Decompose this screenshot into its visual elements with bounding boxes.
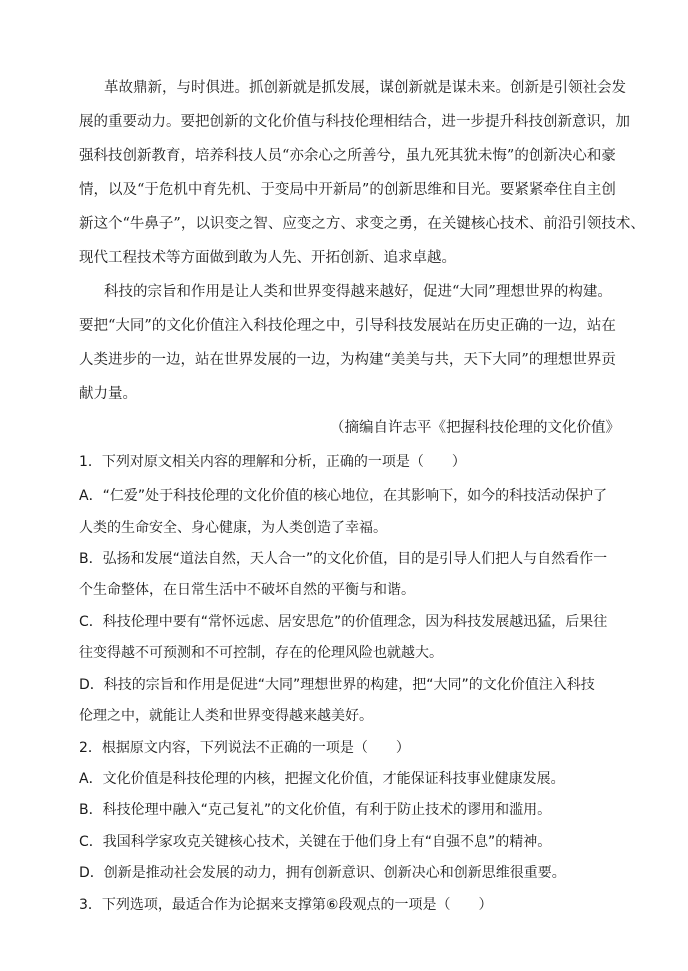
question-stem: 2．根据原文内容，下列说法不正确的一项是（ ）: [79, 740, 410, 756]
text-line: 革故鼎新，与时俱进。抓创新就是抓发展，谋创新就是谋未来。创新是引领社会发: [104, 80, 626, 96]
option-a: A．文化价值是科技伦理的内核，把握文化价值，才能保证科技事业健康发展。: [79, 771, 565, 787]
text-line: 要把“大同”的文化价值注入科技伦理之中，引导科技发展站在历史正确的一边，站在: [79, 318, 616, 334]
option-line: D．科技的宗旨和作用是促进“大同”理想世界的构建，把“大同”的文化价值注入科技: [79, 677, 595, 693]
option-line: 往变得越不可预测和不可控制，存在的伦理风险也就越大。: [79, 645, 443, 661]
option-line: 人类的生命安全、身心健康，为人类创造了幸福。: [79, 520, 387, 536]
option-line: 伦理之中，就能让人类和世界变得越来越美好。: [79, 708, 373, 724]
option-line: A．“仁爱”处于科技伦理的文化价值的核心地位，在其影响下，如今的科技活动保护了: [79, 488, 608, 504]
option-line: B．弘扬和发展“道法自然，天人合一”的文化价值，目的是引导人们把人与自然看作一: [79, 551, 608, 567]
text-line: 新这个“牛鼻子”，以识变之智、应变之方、求变之勇，在关键核心技术、前沿引领技术、: [79, 216, 645, 232]
text-line: 情，以及“于危机中育先机、于变局中开新局”的创新思维和目光。要紧紧牵住自主创: [79, 182, 616, 198]
text-line: 展的重要动力。要把创新的文化价值与科技伦理相结合，进一步提升科技创新意识，加: [79, 114, 630, 130]
option-line: 个生命整体，在日常生活中不破坏自然的平衡与和谐。: [79, 582, 415, 598]
question-stem: 1．下列对原文相关内容的理解和分析，正确的一项是（ ）: [79, 454, 466, 470]
text-line: 强科技创新教育，培养科技人员“亦余心之所善兮，虽九死其犹未悔”的创新决心和豪: [79, 148, 616, 164]
question-stem: 3．下列选项，最适合作为论据来支撑第⑥段观点的一项是（ ）: [79, 897, 493, 913]
source-citation: （摘编自许志平《把握科技伦理的文化价值》: [330, 420, 620, 436]
option-line: C．科技伦理中要有“常怀远虑、居安思危”的价值理念，因为科技发展越迅猛，后果往: [79, 614, 608, 630]
text-line: 现代工程技术等方面做到敢为人先、开拓创新、追求卓越。: [79, 250, 456, 266]
option-b: B．科技伦理中融入“克己复礼”的文化价值，有利于防止技术的谬用和滥用。: [79, 802, 552, 818]
text-line: 献力量。: [79, 386, 137, 402]
option-d: D．创新是推动社会发展的动力，拥有创新意识、创新决心和创新思维很重要。: [79, 865, 566, 881]
text-line: 人类进步的一边，站在世界发展的一边，为构建“美美与共，天下大同”的理想世界贡: [79, 352, 616, 368]
text-line: 科技的宗旨和作用是让人类和世界变得越来越好，促进“大同”理想世界的构建。: [104, 284, 612, 300]
option-c: C．我国科学家攻克关键核心技术，关键在于他们身上有“自强不息”的精神。: [79, 834, 552, 850]
